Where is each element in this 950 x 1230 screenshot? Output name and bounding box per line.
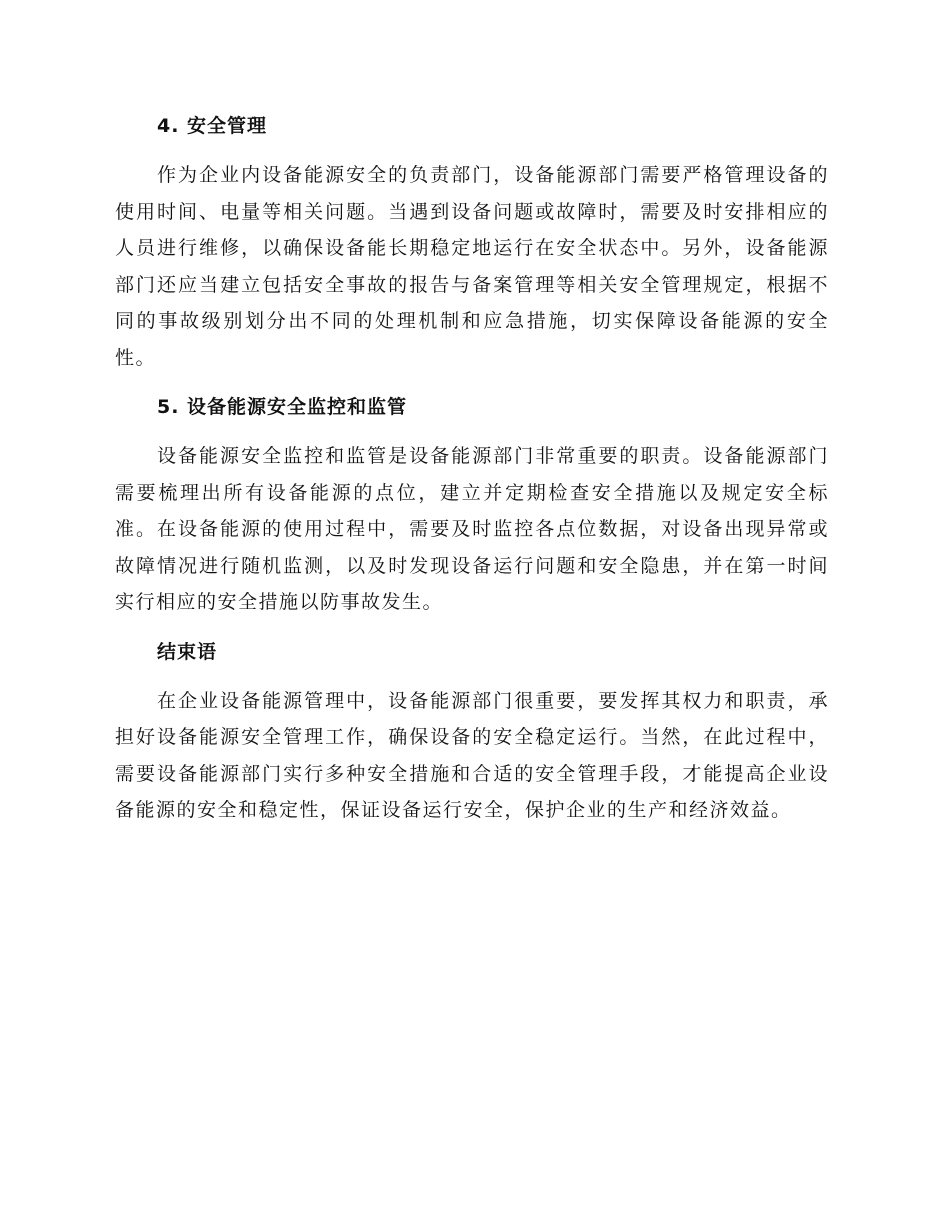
section-monitoring-supervision (115, 389, 829, 621)
section-heading: 结束语 (157, 640, 218, 663)
section-paragraph: 在企业设备能源管理中，设备能源部门很重要，要发挥其权力和职责，承担好设备能源安全管理工作，确保设备的安全稳定运行。当然，在此过程中，需要设备能源部门实行多种安全措施和合适的安全管理手段，才能提高企业设备能源的安全和稳定性，保证设备运行安全，保护企业的生产和经济效益。 (115, 689, 829, 821)
document-page (115, 108, 829, 842)
section-heading: 5. 设备能源安全监控和监管 (157, 396, 408, 418)
section-safety-management (115, 108, 829, 376)
section-paragraph: 设备能源安全监控和监管是设备能源部门非常重要的职责。设备能源部门需要梳理出所有设备能源的点位，建立并定期检查安全措施以及规定安全标准。在设备能源的使用过程中，需要及时监控各点位数据，对设备出现异常或故障情况进行随机监测，以及时发现设备运行问题和安全隐患，并在第一时间实行相应的安全措施以防事故发生。 (115, 445, 829, 613)
section-paragraph: 作为企业内设备能源安全的负责部门，设备能源部门需要严格管理设备的使用时间、电量等相关问题。当遇到设备问题或故障时，需要及时安排相应的人员进行维修，以确保设备能长期稳定地运行在安全状态中。另外，设备能源部门还应当建立包括安全事故的报告与备案管理等相关安全管理规定，根据不同的事故级别划分出不同的处理机制和应急措施，切实保障设备能源的安全性。 (115, 164, 829, 369)
section-heading: 4. 安全管理 (157, 115, 268, 137)
section-conclusion (115, 634, 829, 829)
